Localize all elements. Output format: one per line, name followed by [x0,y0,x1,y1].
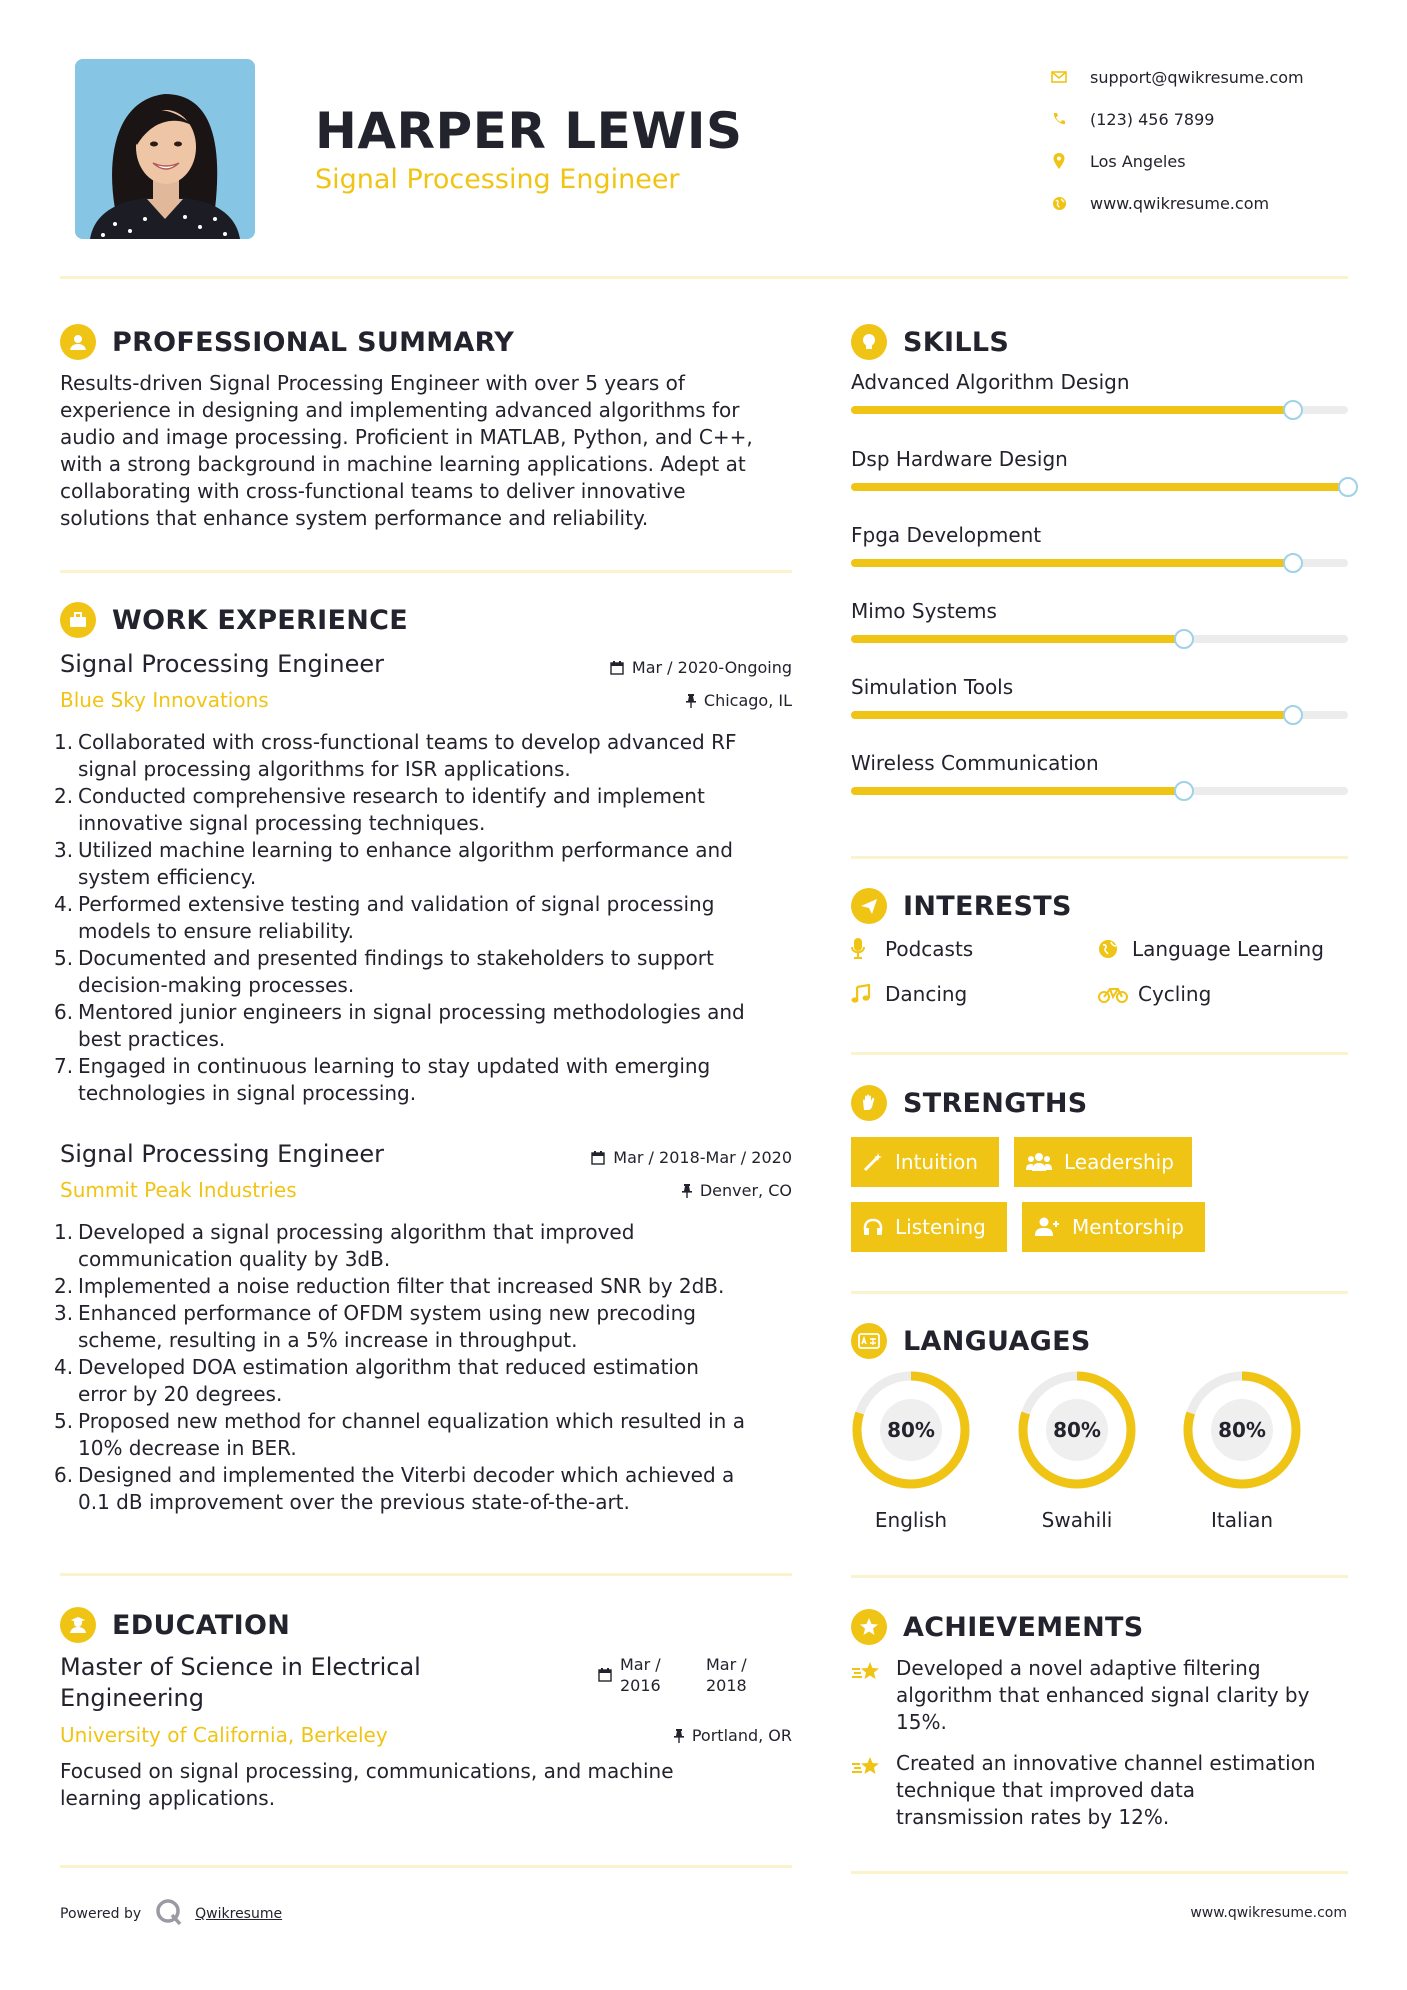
achievements-heading-text: ACHIEVEMENTS [903,1611,1144,1643]
skill-name: Mimo Systems [851,599,997,623]
strengths-heading [851,1085,1088,1121]
briefcase-icon [60,602,96,638]
list-text: Developed DOA estimation algorithm that reduced estimation [78,1355,699,1379]
skill-level-knob [1338,477,1358,497]
envelope-icon [1050,68,1068,86]
skill-bar-track [851,483,1348,491]
pushpin-icon [674,1729,684,1743]
skill-level-knob [1174,629,1194,649]
list-text: communication quality by 3dB. [78,1247,391,1271]
list-number: 4. [54,1355,74,1379]
summary-heading-text: PROFESSIONAL SUMMARY [112,326,515,358]
contact-location [1050,140,1304,182]
list-number: 6. [54,1000,74,1024]
list-text: error by 20 degrees. [78,1382,283,1406]
skill-name: Fpga Development [851,523,1042,547]
degree-line: Engineering [60,1684,204,1712]
skill-item [851,675,1348,725]
interest-item [1098,937,1324,961]
work-heading-text: WORK EXPERIENCE [112,604,408,636]
paper-plane-icon [851,888,887,924]
language-item [1182,1370,1302,1540]
summary-line: experience in designing and implementing advanced algorithms for [60,398,740,422]
interests-heading-text: INTERESTS [903,890,1072,922]
skill-name: Advanced Algorithm Design [851,370,1130,394]
skill-bar-track [851,635,1348,643]
list-text: Collaborated with cross-functional teams to develop advanced RF [78,730,737,754]
candidate-title: Signal Processing Engineer [315,164,680,195]
contact-website-text: www.qwikresume.com [1090,193,1270,213]
strength-label: Intuition [895,1150,978,1174]
footer-powered-by [60,1898,282,1930]
contact-email[interactable] [1050,56,1304,98]
languages-heading [851,1323,1091,1359]
list-text: technologies in signal processing. [78,1081,417,1105]
job-company: Blue Sky Innovations [60,688,269,712]
list-item [54,1053,798,1107]
achievement-item [851,1750,1351,1835]
list-number: 7. [54,1054,74,1078]
summary-text [60,370,800,532]
skill-level-knob [1283,400,1303,420]
education-heading [60,1607,290,1643]
skill-bar-fill [851,787,1184,795]
job-title: Signal Processing Engineer [60,650,385,678]
pushpin-icon [686,694,696,708]
list-text: Utilized machine learning to enhance algorithm performance and [78,838,733,862]
job-company: Summit Peak Industries [60,1178,297,1202]
languages-heading-text: LANGUAGES [903,1325,1091,1357]
list-item [54,945,798,999]
list-item [54,783,798,837]
powered-by-text: Powered by [60,1906,142,1922]
skill-bar-track [851,787,1348,795]
education-end-year: 2018 [706,1676,747,1695]
globe-icon [1050,194,1068,212]
interest-item [851,982,967,1006]
job-title: Signal Processing Engineer [60,1140,385,1168]
job-duties [54,729,798,1107]
skill-level-knob [1283,553,1303,573]
list-text: Documented and presented findings to stakeholders to support [78,946,714,970]
skill-bar-fill [851,559,1293,567]
degree-line: Master of Science in Electrical [60,1653,421,1681]
list-item [54,1462,798,1516]
list-number: 6. [54,1463,74,1487]
achievement-text [896,1750,1346,1831]
strength-badge [1014,1137,1192,1187]
list-text: Developed a signal processing algorithm that improved [78,1220,635,1244]
users-icon [1026,1152,1052,1172]
header-divider [60,276,1348,279]
skill-bar-fill [851,635,1184,643]
contact-email-text: support@qwikresume.com [1090,67,1304,87]
strength-label: Listening [895,1215,986,1239]
user-icon [60,324,96,360]
interest-item [1098,982,1211,1006]
list-number: 3. [54,838,74,862]
skill-item [851,523,1348,573]
language-name: English [874,1508,948,1532]
list-text: Proposed new method for channel equalization which resulted in a [78,1409,745,1433]
summary-heading [60,324,514,360]
education-description [60,1758,800,1812]
bicycle-icon [1098,985,1130,1003]
education-start [620,1654,692,1696]
job-date-text: Mar / 2018-Mar / 2020 [613,1148,792,1167]
phone-icon [1050,110,1068,128]
list-text: best practices. [78,1027,226,1051]
shooting-star-icon [851,1659,883,1689]
interests-heading [851,888,1072,924]
education-divider [60,1865,792,1868]
interest-label: Podcasts [885,937,974,961]
magic-wand-icon [863,1152,883,1172]
list-text: system efficiency. [78,865,257,889]
list-number: 4. [54,892,74,916]
education-start-year: 2016 [620,1676,661,1695]
job-date-text: Mar / 2020-Ongoing [631,658,792,677]
hand-icon [851,1085,887,1121]
skill-name: Simulation Tools [851,675,1014,699]
achievements-heading [851,1609,1144,1645]
calendar-icon [598,1668,612,1682]
qwikresume-link[interactable]: Qwikresume [195,1906,283,1922]
education-date [598,1654,747,1696]
job-location-text: Denver, CO [699,1181,792,1200]
list-text: Enhanced performance of OFDM system using new precoding [78,1301,696,1325]
list-number: 5. [54,1409,74,1433]
skill-item [851,447,1348,497]
language-name: Italian [1210,1508,1274,1532]
list-text: Conducted comprehensive research to identify and implement [78,784,705,808]
summary-divider [60,570,792,573]
microphone-icon [851,938,877,960]
headphones-icon [863,1218,883,1236]
music-icon [851,984,877,1004]
calendar-icon [591,1151,605,1165]
list-text: Implemented a noise reduction filter that increased SNR by 2dB. [78,1274,725,1298]
job-date [540,658,792,677]
graduation-icon [60,1607,96,1643]
skill-bar-track [851,711,1348,719]
skill-level-knob [1283,705,1303,725]
candidate-name: HARPER LEWIS [315,102,743,160]
skill-bar-track [851,406,1348,414]
school-name: University of California, Berkeley [60,1723,388,1747]
list-item [54,1408,798,1462]
list-item [54,837,798,891]
calendar-icon [610,661,624,675]
language-percent: 80% [1053,1418,1101,1442]
skill-item [851,599,1348,649]
list-text: decision-making processes. [78,973,355,997]
list-text: models to ensure reliability. [78,919,355,943]
qwikresume-logo-icon [155,1898,183,1930]
languages-divider [851,1575,1348,1578]
job-location [540,691,792,710]
list-item [54,999,798,1053]
skill-item [851,751,1348,801]
skills-heading [851,324,1009,360]
contact-list [1050,56,1304,224]
education-location [540,1726,792,1745]
list-number: 1. [54,730,74,754]
list-text: scheme, resulting in a 5% increase in throughput. [78,1328,578,1352]
job-date [540,1148,792,1167]
strength-badge [1022,1202,1205,1252]
education-location-text: Portland, OR [691,1726,792,1745]
job-duties [54,1219,798,1516]
skill-name: Dsp Hardware Design [851,447,1068,471]
summary-line: with a strong background in machine learning applications. Adept at [60,452,746,476]
job-location [540,1181,792,1200]
resume-header [0,0,1407,280]
list-text: Mentored junior engineers in signal processing methodologies and [78,1000,745,1024]
skill-level-knob [1174,781,1194,801]
strength-label: Leadership [1064,1150,1174,1174]
language-name: Swahili [1041,1508,1113,1532]
list-number: 2. [54,784,74,808]
list-text: 10% decrease in BER. [78,1436,297,1460]
language-percent: 80% [1218,1418,1266,1442]
education-desc-line: learning applications. [60,1786,276,1810]
skill-name: Wireless Communication [851,751,1099,775]
language-icon [851,1323,887,1359]
star-badge-icon [851,1609,887,1645]
interest-label: Cycling [1138,982,1212,1006]
skills-heading-text: SKILLS [903,326,1010,358]
education-desc-line: Focused on signal processing, communications, and machine [60,1759,674,1783]
list-item [54,729,798,783]
contact-phone-text: (123) 456 7899 [1090,109,1215,129]
strength-badge [851,1202,1007,1252]
list-item [54,1300,798,1354]
language-item [1017,1370,1137,1540]
skill-bar-fill [851,406,1293,414]
list-text: Performed extensive testing and validation of signal processing [78,892,715,916]
list-text: Engaged in continuous learning to stay updated with emerging [78,1054,711,1078]
interest-item [851,937,973,961]
job-location-text: Chicago, IL [703,691,792,710]
achievement-line: Developed a novel adaptive filtering [896,1656,1261,1680]
work-heading [60,602,408,638]
pushpin-icon [682,1184,692,1198]
strengths-heading-text: STRENGTHS [903,1087,1088,1119]
summary-line: audio and image processing. Proficient in MATLAB, Python, and C++, [60,425,753,449]
achievement-text [896,1655,1346,1736]
strength-label: Mentorship [1072,1215,1184,1239]
achievement-line: technique that improved data [896,1778,1196,1802]
achievement-line: Created an innovative channel estimation [896,1751,1316,1775]
list-item [54,1219,798,1273]
contact-website[interactable] [1050,182,1304,224]
language-item [851,1370,971,1540]
education-end [706,1654,747,1696]
list-item [54,1273,798,1300]
skills-divider [851,856,1348,859]
summary-line: Results-driven Signal Processing Engineer with over 5 years of [60,371,685,395]
list-text: Designed and implemented the Viterbi decoder which achieved a [78,1463,735,1487]
skill-bar-fill [851,711,1293,719]
map-pin-icon [1050,152,1068,170]
list-text: 0.1 dB improvement over the previous state-of-the-art. [78,1490,630,1514]
achievement-line: algorithm that enhanced signal clarity by [896,1683,1310,1707]
lightbulb-icon [851,324,887,360]
education-start-month: Mar / [620,1655,661,1674]
list-text: signal processing algorithms for ISR applications. [78,757,571,781]
list-item [54,891,798,945]
list-number: 3. [54,1301,74,1325]
profile-photo [75,59,255,239]
skill-bar-track [851,559,1348,567]
interests-divider [851,1052,1348,1055]
summary-line: collaborating with cross-functional teams to deliver innovative [60,479,686,503]
contact-location-text: Los Angeles [1090,151,1186,171]
list-text: innovative signal processing techniques. [78,811,486,835]
language-percent: 80% [887,1418,935,1442]
strengths-divider [851,1291,1348,1294]
list-number: 2. [54,1274,74,1298]
summary-line: solutions that enhance system performance and reliability. [60,506,649,530]
skill-bar-fill [851,483,1348,491]
achievement-line: 15%. [896,1710,947,1734]
strength-badge [851,1137,999,1187]
globe-icon [1098,939,1124,959]
achievement-line: transmission rates by 12%. [896,1805,1170,1829]
list-item [54,1354,798,1408]
skill-item [851,370,1348,420]
list-number: 5. [54,946,74,970]
education-heading-text: EDUCATION [112,1609,291,1641]
education-end-month: Mar / [706,1655,747,1674]
shooting-star-icon [851,1754,883,1784]
interest-label: Language Learning [1132,937,1324,961]
interest-label: Dancing [885,982,968,1006]
work-divider [60,1573,792,1576]
user-plus-icon [1034,1217,1060,1237]
achievements-divider [851,1871,1348,1874]
contact-phone[interactable] [1050,98,1304,140]
achievement-item [851,1655,1351,1740]
list-number: 1. [54,1220,74,1244]
degree-title [60,1652,421,1714]
footer-website[interactable]: www.qwikresume.com [1190,1905,1347,1921]
